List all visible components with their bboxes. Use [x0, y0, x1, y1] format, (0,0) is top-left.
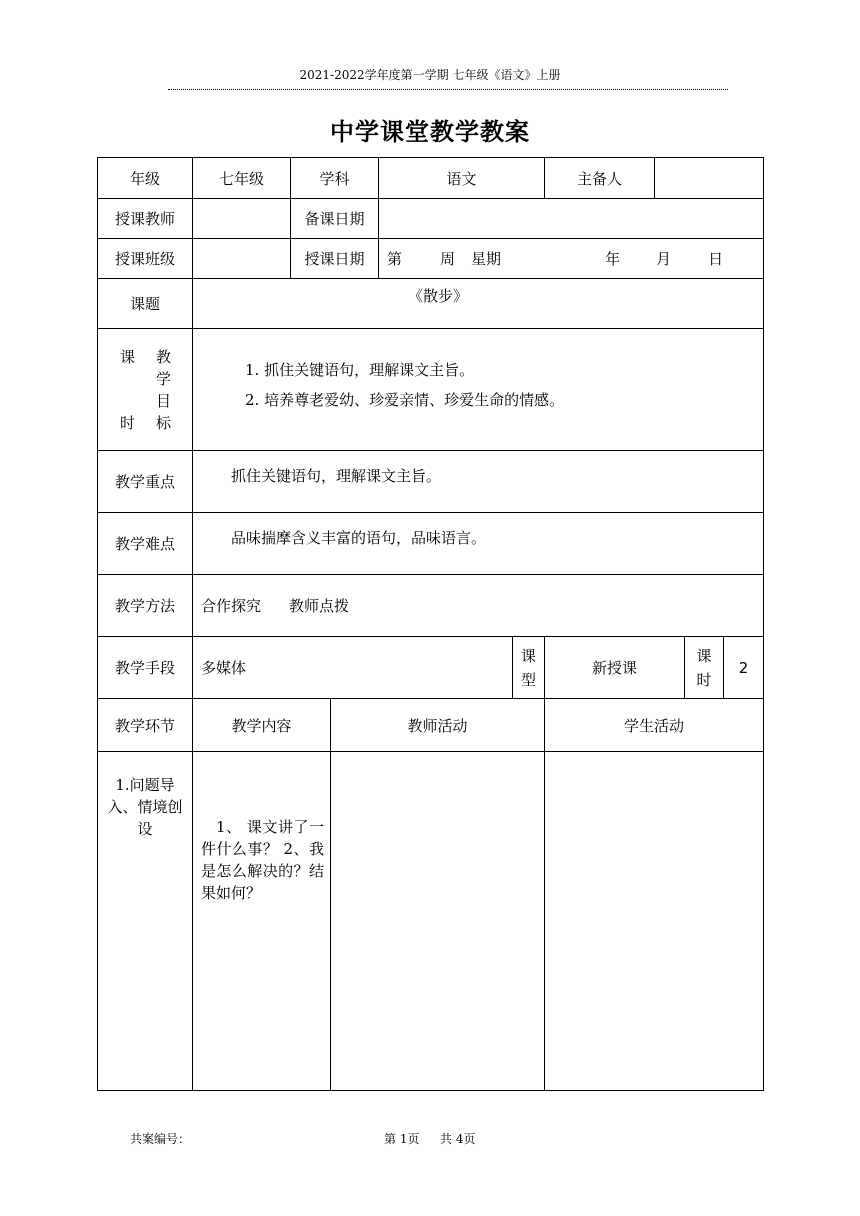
stage-cell: 1.问题导 入、情境创 设: [98, 752, 193, 1091]
teacher-label: 授课教师: [98, 199, 193, 239]
row-topic: [98, 279, 764, 329]
content-header: 教学内容: [193, 699, 331, 752]
month-label: 月: [656, 250, 672, 268]
topic-value: 《散步》: [193, 279, 764, 329]
week-prefix: 第: [387, 250, 403, 268]
prep-date-value: [379, 199, 764, 239]
student-activity-cell: [545, 752, 764, 1091]
header-divider: [168, 89, 728, 90]
case-number-label: 共案编号：: [130, 1132, 191, 1146]
lesson-date-label: 授课日期: [291, 239, 379, 279]
goal-item: 1. 抓住关键语句，理解课文主旨。: [245, 361, 475, 379]
difficulty-value: 品味揣摩含义丰富的语句，品味语言。: [193, 513, 764, 575]
grade-label: 年级: [98, 158, 193, 199]
method-item: 教师点拨: [289, 597, 350, 615]
teacher-activity-cell: [331, 752, 545, 1091]
row-key-point: [98, 451, 764, 513]
total-pages: 共 4页: [440, 1132, 476, 1146]
student-activity-header: 学生活动: [545, 699, 764, 752]
goals-label-vertical: 课 教 学 目 时 标: [120, 347, 172, 432]
difficulty-label: 教学难点: [98, 513, 193, 575]
lesson-date-value: [379, 239, 764, 279]
content-cell: 1、 课文讲了一件什么事？ 2、我是怎么解决的？结果如何？: [193, 752, 331, 1091]
prep-date-label: 备课日期: [291, 199, 379, 239]
row-grade: [98, 158, 764, 199]
year-label: 年: [605, 250, 621, 268]
row-method: [98, 575, 764, 637]
lesson-type-value: 新授课: [545, 637, 685, 699]
means-value: 多媒体: [193, 637, 513, 699]
page-header: 2021-2022学年度第一学期 七年级《语文》上册: [299, 68, 561, 82]
lesson-hours-label: 课 时: [685, 637, 724, 699]
lesson-type-label: 课 型: [513, 637, 545, 699]
goals-label: [98, 329, 193, 451]
goals-list: [193, 329, 764, 451]
key-point-label: 教学重点: [98, 451, 193, 513]
weekday-label: 星期: [471, 250, 502, 268]
topic-label: 课题: [98, 279, 193, 329]
row-goals: [98, 329, 764, 451]
preparer-value: [655, 158, 764, 199]
subject-label: 学科: [291, 158, 379, 199]
teacher-activity-header: 教师活动: [331, 699, 545, 752]
row-teacher: [98, 199, 764, 239]
page-number: 第 1页: [384, 1132, 420, 1146]
subject-value: 语文: [379, 158, 545, 199]
class-label: 授课班级: [98, 239, 193, 279]
grade-value: 七年级: [193, 158, 291, 199]
method-label: 教学方法: [98, 575, 193, 637]
stage-header: 教学环节: [98, 699, 193, 752]
teacher-value: [193, 199, 291, 239]
means-label: 教学手段: [98, 637, 193, 699]
method-value: [193, 575, 764, 637]
method-item: 合作探究: [201, 597, 262, 615]
key-point-value: 抓住关键语句，理解课文主旨。: [193, 451, 764, 513]
week-suffix: 周: [440, 250, 456, 268]
goal-item: 2. 培养尊老爱幼、珍爱亲情、珍爱生命的情感。: [245, 391, 565, 409]
lesson-hours-value: 2: [724, 637, 764, 699]
row-means: [98, 637, 764, 699]
day-label: 日: [708, 250, 724, 268]
row-process-header: [98, 699, 764, 752]
row-process-1: [98, 752, 764, 1091]
lesson-plan-table: [97, 157, 764, 1091]
class-value: [193, 239, 291, 279]
row-difficulty: [98, 513, 764, 575]
document-title: 中学课堂教学教案: [330, 118, 530, 146]
preparer-label: 主备人: [545, 158, 655, 199]
row-class: [98, 239, 764, 279]
